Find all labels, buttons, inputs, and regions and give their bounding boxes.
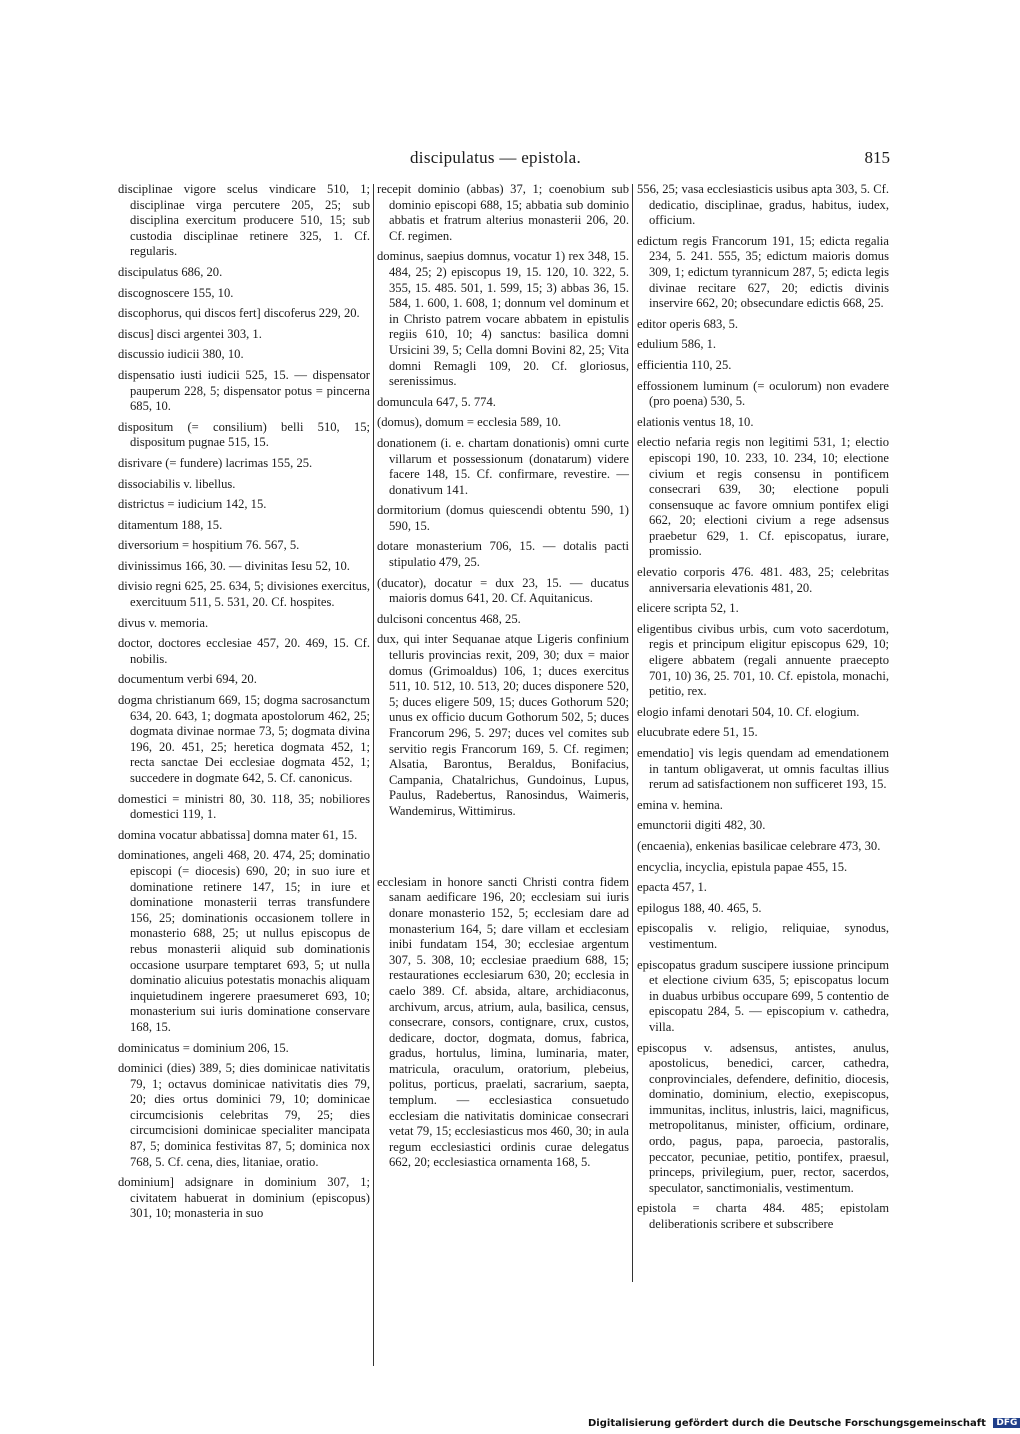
index-entry: dominicatus = dominium 206, 15. bbox=[118, 1040, 289, 1055]
index-entry: domuncula 647, 5. 774. bbox=[377, 394, 496, 409]
index-entry: edulium 586, 1. bbox=[637, 337, 717, 352]
index-entry: dominationes, angeli 468, 20. 474, 25; dominatio episcopi (= diocesis) 690, 20; in suo iure et dominatione retinere 147, 15; in iure et dominatione monasterii terras transfundere 156, 25; dominationis occasionem tollere in monasterio 688, 25; ut nullus episcopus de rebus monasterii aliquid sub dominationis occasione usurpare temptaret 693, 5; ut nulla dominatio alicuius potestatis monachis aliquam inquietudinem ingerere praesumeret 693, 10; monasterium sui iuris dominatione conservare 168, 15. bbox=[118, 848, 370, 1034]
index-entry: discussio iudicii 380, 10. bbox=[118, 347, 244, 362]
index-entry: dissociabilis v. libellus. bbox=[118, 476, 236, 491]
running-title: discipulatus — epistola. bbox=[410, 148, 582, 167]
index-entry: dispositum (= consilium) belli 510, 15; dispositum pugnae 515, 15. bbox=[118, 419, 370, 450]
index-entry: dominium] adsignare in dominium 307, 1; civitatem habuerat in dominium (episcopus) 301, 10; monasteria in suo bbox=[118, 1175, 370, 1221]
index-entry: editor operis 683, 5. bbox=[637, 316, 739, 331]
index-entry: divisio regni 625, 25. 634, 5; divisiones exercitus, exercituum 511, 5. 531, 20. Cf. hospites. bbox=[118, 579, 370, 610]
index-entry: dormitorium (domus quiescendi obtentu 590, 1) 590, 15. bbox=[377, 503, 629, 533]
index-entry: discipulatus 686, 20. bbox=[118, 264, 223, 279]
index-entry: domina vocatur abbatissa] domna mater 61, 15. bbox=[118, 827, 358, 842]
index-entry: 556, 25; vasa ecclesiasticis usibus apta 303, 5. Cf. dedicatio, disciplinae, gradus, habitus, iudex, officium. bbox=[637, 182, 889, 228]
index-entry: epistola = charta 484. 485; epistolam deliberationis scribere et subscribere bbox=[637, 1201, 889, 1232]
index-entry: elogio infami denotari 504, 10. Cf. elogium. bbox=[637, 704, 860, 719]
index-entry: epilogus 188, 40. 465, 5. bbox=[637, 900, 762, 915]
column-rule-1 bbox=[373, 184, 374, 1366]
index-entry: encyclia, incyclia, epistula papae 455, 15. bbox=[637, 859, 848, 874]
index-entry: domestici = ministri 80, 30. 118, 35; nobiliores domestici 119, 1. bbox=[118, 791, 370, 822]
column-gap bbox=[377, 832, 629, 862]
index-entry: discophorus, qui discos fert] discoferus 229, 20. bbox=[118, 306, 360, 321]
index-entry: disciplinae vigore scelus vindicare 510, 1; disciplinae virga percutere 205, 25; sub disciplina exercitum producere 510, 15; sub custodia disciplinae retinere 325, 1. Cf. regularis. bbox=[118, 182, 370, 259]
index-entry: episcopalis v. religio, reliquiae, synodus, vestimentum. bbox=[637, 921, 889, 951]
index-entry: ecclesiam in honore sancti Christi contra fidem sanam aedificare 196, 20; ecclesiam sui iuris donare monasterio 152, 5; ecclesiam dare ad monasterium 164, 5; dare villam et ecclesiam inibi fundatam 154, 30; ecclesiae argentum 307, 5. 308, 10; ecclesiae praedium 688, 15; restaurationes ecclesiarum 630, 20; ecclesia in caelo 389. Cf. absida, altare, archidiaconus, archivum, arcus, atrium, aula, basilica, census, consecrare, consors, contignare, crux, custos, dedicare, doctor, dogmata, domus, fabrica, gradus, hortulus, limina, luminaria, mater, matricula, oraculum, oratorium, plebeius, politus, porticus, praelati, sacrarium, saepta, templum. — ecclesiastica consuetudo ecclesiam die nativitatis dominicae consecrari vetat 79, 15; ecclesiasticus mos 460, 30; in aula regum ecclesiastici ordinis curae delegatus 662, 20; ecclesiastica ornamenta 168, 5. bbox=[377, 874, 629, 1170]
index-entry: (encaenia), enkenias basilicae celebrare 473, 30. bbox=[637, 838, 881, 853]
index-entry: elicere scripta 52, 1. bbox=[637, 601, 739, 616]
index-entry: effossionem luminum (= oculorum) non evadere (pro poena) 530, 5. bbox=[637, 378, 889, 409]
page-header bbox=[120, 148, 890, 172]
column-1 bbox=[118, 182, 370, 1227]
index-entry: discognoscere 155, 10. bbox=[118, 285, 234, 300]
index-entry: elucubrate edere 51, 15. bbox=[637, 725, 758, 740]
index-entry: dogma christianum 669, 15; dogma sacrosanctum 634, 20. 643, 1; dogmata apostolorum 462, 25; dogmata divinae normae 73, 5; dogmata divina 196, 20. 451, 25; heretica dogmata 452, 1; recta sanctae Dei ecclesiae dogmata 452, 1; succedere in dogmate 642, 5. Cf. canonicus. bbox=[118, 693, 370, 785]
index-entry: episcopus v. adsensus, antistes, anulus, apostolicus, benedici, carcer, cathedra, conprovinciales, defendere, definitio, diocesis, dominatio, dominium, electio, exepiscopus, immunitas, inclitus, inlustris, laici, magnificus, metropolitanus, minister, officium, ordinare, ordo, pagus, papa, paroecia, pastoralis, peccator, pecuniae, petitio, pontifex, praesul, princeps, privilegium, puer, rector, sacerdos, speculator, sanctimonialis, vestimentum. bbox=[637, 1040, 889, 1195]
index-entry: epacta 457, 1. bbox=[637, 880, 707, 895]
index-entry: (ducator), docatur = dux 23, 15. — ducatus maioris domus 641, 20. Cf. Aquitanicus. bbox=[377, 575, 629, 606]
index-entry: dux, qui inter Sequanae atque Ligeris confinium telluris provincias rexit, 209, 30; dux = maior domus (Grimoaldus) 106, 1; duces exercitus 511, 10. 512, 10. 513, 20; duces disponere 520, 5; duces eligere 509, 15; duces Gothorum 520; unus ex officio ducum Gothorum 502, 5; duces Francorum 296, 5. 297; duces vel comites sub servitio regis Francorum 169, 5. Cf. regimen; Alsatia, Barontus, Beraldus, Bonifacius, Campania, Chatalrichus, Gundoinus, Lupus, Paulus, Radebertus, Ranosindus, Waimeris, Wandemirus, Wittimirus. bbox=[377, 632, 629, 818]
dfg-logo: DFG bbox=[993, 1418, 1020, 1428]
index-entry: discus] disci argentei 303, 1. bbox=[118, 326, 262, 341]
page-number: 815 bbox=[864, 148, 890, 167]
index-entry: doctor, doctores ecclesiae 457, 20. 469, 15. Cf. nobilis. bbox=[118, 636, 370, 666]
index-entry: disrivare (= fundere) lacrimas 155, 25. bbox=[118, 455, 313, 470]
index-entry: elationis ventus 18, 10. bbox=[637, 414, 754, 429]
index-entry: diversorium = hospitium 76. 567, 5. bbox=[118, 538, 300, 553]
index-entry: dotare monasterium 706, 15. — dotalis pacti stipulatio 479, 25. bbox=[377, 539, 629, 570]
index-entry: divinissimus 166, 30. — divinitas Iesu 52, 10. bbox=[118, 558, 350, 573]
column-rule-2 bbox=[632, 184, 633, 1282]
index-entry: episcopatus gradum suscipere iussione principum et electione civium 635, 5; episcopatus locum in duabus urbibus occupare 699, 5 contentio de episcopatu 284, 5. — episcopium v. cathedra, villa. bbox=[637, 957, 889, 1034]
index-entry: recepit dominio (abbas) 37, 1; coenobium sub dominio episcopi 688, 15; abbatia sub dominio abbatis et fratrum alterius monasterii 206, 20. Cf. regimen. bbox=[377, 182, 629, 243]
index-entry: emunctorii digiti 482, 30. bbox=[637, 818, 766, 833]
column-3 bbox=[637, 182, 889, 1238]
index-entry: emina v. hemina. bbox=[637, 797, 723, 812]
index-entry: ditamentum 188, 15. bbox=[118, 517, 223, 532]
index-entry: donationem (i. e. chartam donationis) omni curte villarum et possessionum (donatarum) videre facere 148, 15. Cf. confirmare, revestire. — donativum 141. bbox=[377, 435, 629, 497]
index-entry: documentum verbi 694, 20. bbox=[118, 672, 257, 687]
index-entry: dulcisoni concentus 468, 25. bbox=[377, 611, 521, 626]
index-entry: electio nefaria regis non legitimi 531, 1; electio episcopi 190, 10. 233, 10. 234, 10; electione civium et regis consensu in pontificem consecrari 639, 30; electione populi consensuque ac favore omnium pontifex eligi 662, 20; electioni civium a rege adsensus praebetur 629, 1. Cf. episcopatus, iurare, promissio. bbox=[637, 435, 889, 559]
index-entry: (domus), domum = ecclesia 589, 10. bbox=[377, 415, 562, 430]
index-entry: eligentibus civibus urbis, cum voto sacerdotum, regis et principum eligitur episcopus 629, 10; eligere abbatem (regali annuente praecepto 701, 10) 36, 25. 701, 10. Cf. epistola, monachi, petitio, rex. bbox=[637, 621, 889, 699]
column-2 bbox=[377, 182, 629, 1176]
footer-credit bbox=[588, 1418, 1020, 1429]
index-entry: efficientia 110, 25. bbox=[637, 357, 732, 372]
index-entry: dominici (dies) 389, 5; dies dominicae nativitatis 79, 1; octavus dominicae nativitatis dies 79, 20; dies ortus dominici 79, 10; dominicae circumcisionis celebritas 79, 25; dies circumcisioni dominicae specialiter mancipata 87, 5; dominica festivitas 87, 5; dominica nox 768, 5. Cf. cena, dies, litaniae, oratio. bbox=[118, 1061, 370, 1169]
index-entry: divus v. memoria. bbox=[118, 615, 209, 630]
index-entry: elevatio corporis 476. 481. 483, 25; celebritas anniversaria elevationis 481, 20. bbox=[637, 565, 889, 595]
index-entry: dominus, saepius domnus, vocatur 1) rex 348, 15. 484, 25; 2) episcopus 19, 15. 120, 10. 322, 5. 355, 15. 485. 501, 1. 599, 15; 3) abbas 36, 15. 584, 1. 600, 1. 608, 1; donnum vel dominum et in Christo patrem vocare abbatem in epistulis regiis 610, 10; 4) sanctus: basilica domni Ursicini 39, 5; Cella domni Bovini 82, 25; Vita domni Remagli 109, 20. Cf. gloriosus, serenissimus. bbox=[377, 249, 629, 389]
index-entry: dispensatio iusti iudicii 525, 15. — dispensator pauperum 228, 5; dispensator potus = pincerna 685, 10. bbox=[118, 367, 370, 414]
index-entry: districtus = iudicium 142, 15. bbox=[118, 497, 267, 512]
index-entry: edictum regis Francorum 191, 15; edicta regalia 234, 5. 241. 555, 35; edictum maioris domus 309, 1; edictum tyrannicum 287, 5; edicta legis divinae recitare 627, 20; edictis divinis inservire 662, 20; obsecundare edictis 668, 25. bbox=[637, 233, 889, 311]
footer-text: Digitalisierung gefördert durch die Deutsche Forschungsgemeinschaft bbox=[588, 1418, 986, 1429]
index-entry: emendatio] vis legis quendam ad emendationem in tantum obligaverat, ut omnis facultas illius rerum ad satisfactionem non sufficeret 193, 15. bbox=[637, 746, 889, 792]
